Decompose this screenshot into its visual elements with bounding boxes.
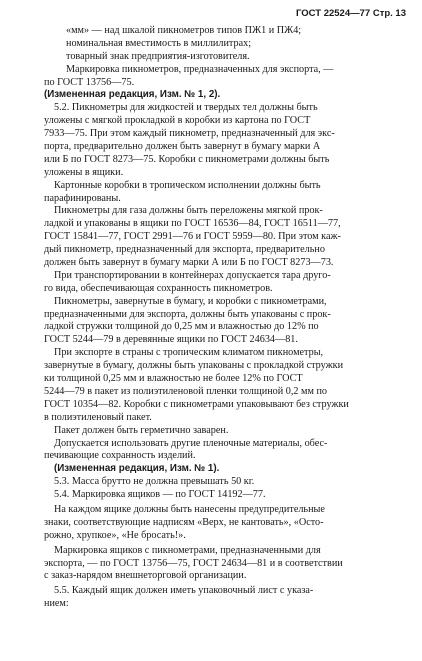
text-line: нием: [44,598,69,610]
text-line: экспорта, — по ГОСТ 13756—75, ГОСТ 24634—81 и в соответствии [44,557,343,569]
text-line: 7933—75. При этом каждый пикнометр, предназначенный для экс- [44,128,335,140]
text-line: завернутые в бумагу, должны быть упакованы с прокладкой стружки [44,360,344,372]
text-line: Пикнометры, завернутые в бумагу, и коробки с пикнометрами, [54,295,327,307]
text-line: товарный знак предприятия-изготовителя. [66,50,250,62]
text-line: 5.4. Маркировка ящиков — по ГОСТ 14192—77. [54,489,266,501]
text-line: печивающие сохранность изделий. [44,450,196,462]
text-line: го вида, обеспечивающая сохранность пикнометров. [44,282,273,294]
text-line: ладкой и упакованы в ящики по ГОСТ 16536—84, ГОСТ 16511—77, [44,218,341,230]
text-line: ГОСТ 10354—82. Коробки с пикнометрами упаковывают без стружки [44,398,349,410]
text-line: На каждом ящике должны быть нанесены предупредительные [54,503,325,515]
doc-id: ГОСТ 22524—77 [295,8,371,19]
text-line: должен быть завернут в бумагу марки А или Б по ГОСТ 8273—73. [44,257,334,269]
text-line: в полиэтиленовый пакет. [44,411,152,423]
text-line: Маркировка пикнометров, предназначенных для экспорта, — [66,63,334,75]
text-line: 5.5. Каждый ящик должен иметь упаковочный лист с указа- [54,585,314,597]
text-line: с заказ-нарядом внешнеторговой организации. [44,570,247,582]
text-line: рожно, хрупкое», «Не бросать!». [44,529,186,541]
amendment-note: (Измененная редакция, Изм. № 1, 2). [44,89,221,101]
text-line: 5.3. Масса брутто не должна превышать 50 кг. [54,476,255,488]
text-line: 5244—79 в пакет из полиэтиленовой пленки толщиной 0,2 мм по [44,385,328,397]
document-body [44,25,398,611]
text-line: или Б по ГОСТ 8273—75. Коробки с пикнометрами должны быть [44,153,330,165]
text-line: номинальная вместимость в миллилитрах; [66,37,252,49]
text-line: парафинированы. [44,192,121,204]
amendment-note: (Измененная редакция, Изм. № 1). [54,463,220,475]
text-line: уложены в ящики. [44,166,124,178]
text-line: Допускается использовать другие пленочные материалы, обес- [54,437,328,449]
text-line: При экспорте в страны с тропическим климатом пикнометры, [54,347,324,359]
text-line: предназначенными для экспорта, должны быть упакованы с прок- [44,308,331,320]
text-line: Маркировка ящиков с пикнометрами, предназначенными для [54,544,321,556]
page-label: Стр. 13 [372,8,406,19]
page-header [296,8,406,19]
text-line: порта, предварительно должен быть завернут в бумагу марки А [44,141,321,153]
text-line: Картонные коробки в тропическом исполнении должны быть [54,179,321,191]
text-line: При транспортировании в контейнерах допускается тара друго- [54,269,331,281]
text-line: ладкой стружки толщиной до 0,25 мм и влажностью до 12% по [44,321,319,333]
text-line: ки толщиной 0,25 мм и влажностью не более 12% по ГОСТ [44,373,303,385]
text-line: уложены с мягкой прокладкой в коробки из картона по ГОСТ [44,115,311,127]
text-line: ГОСТ 15841—77, ГОСТ 2991—76 и ГОСТ 5959—80. При этом каж- [44,231,341,243]
text-line: ГОСТ 5244—79 в деревянные ящики по ГОСТ 24634—81. [44,334,298,346]
text-line: дый пикнометр, предназначенный для экспорта, предварительно [44,244,325,256]
text-line: Пикнометры для газа должны быть переложены мягкой прок- [54,205,323,217]
text-line: Пакет должен быть герметично заварен. [54,424,229,436]
text-line: знаки, соответствующие надписям «Верх, не кантовать», «Осто- [44,516,324,528]
text-line: 5.2. Пикнометры для жидкостей и твердых тел должны быть [54,102,318,114]
text-line: по ГОСТ 13756—75. [44,76,135,88]
text-line: «мм» — над шкалой пикнометров типов ПЖ1 и ПЖ4; [66,25,302,36]
